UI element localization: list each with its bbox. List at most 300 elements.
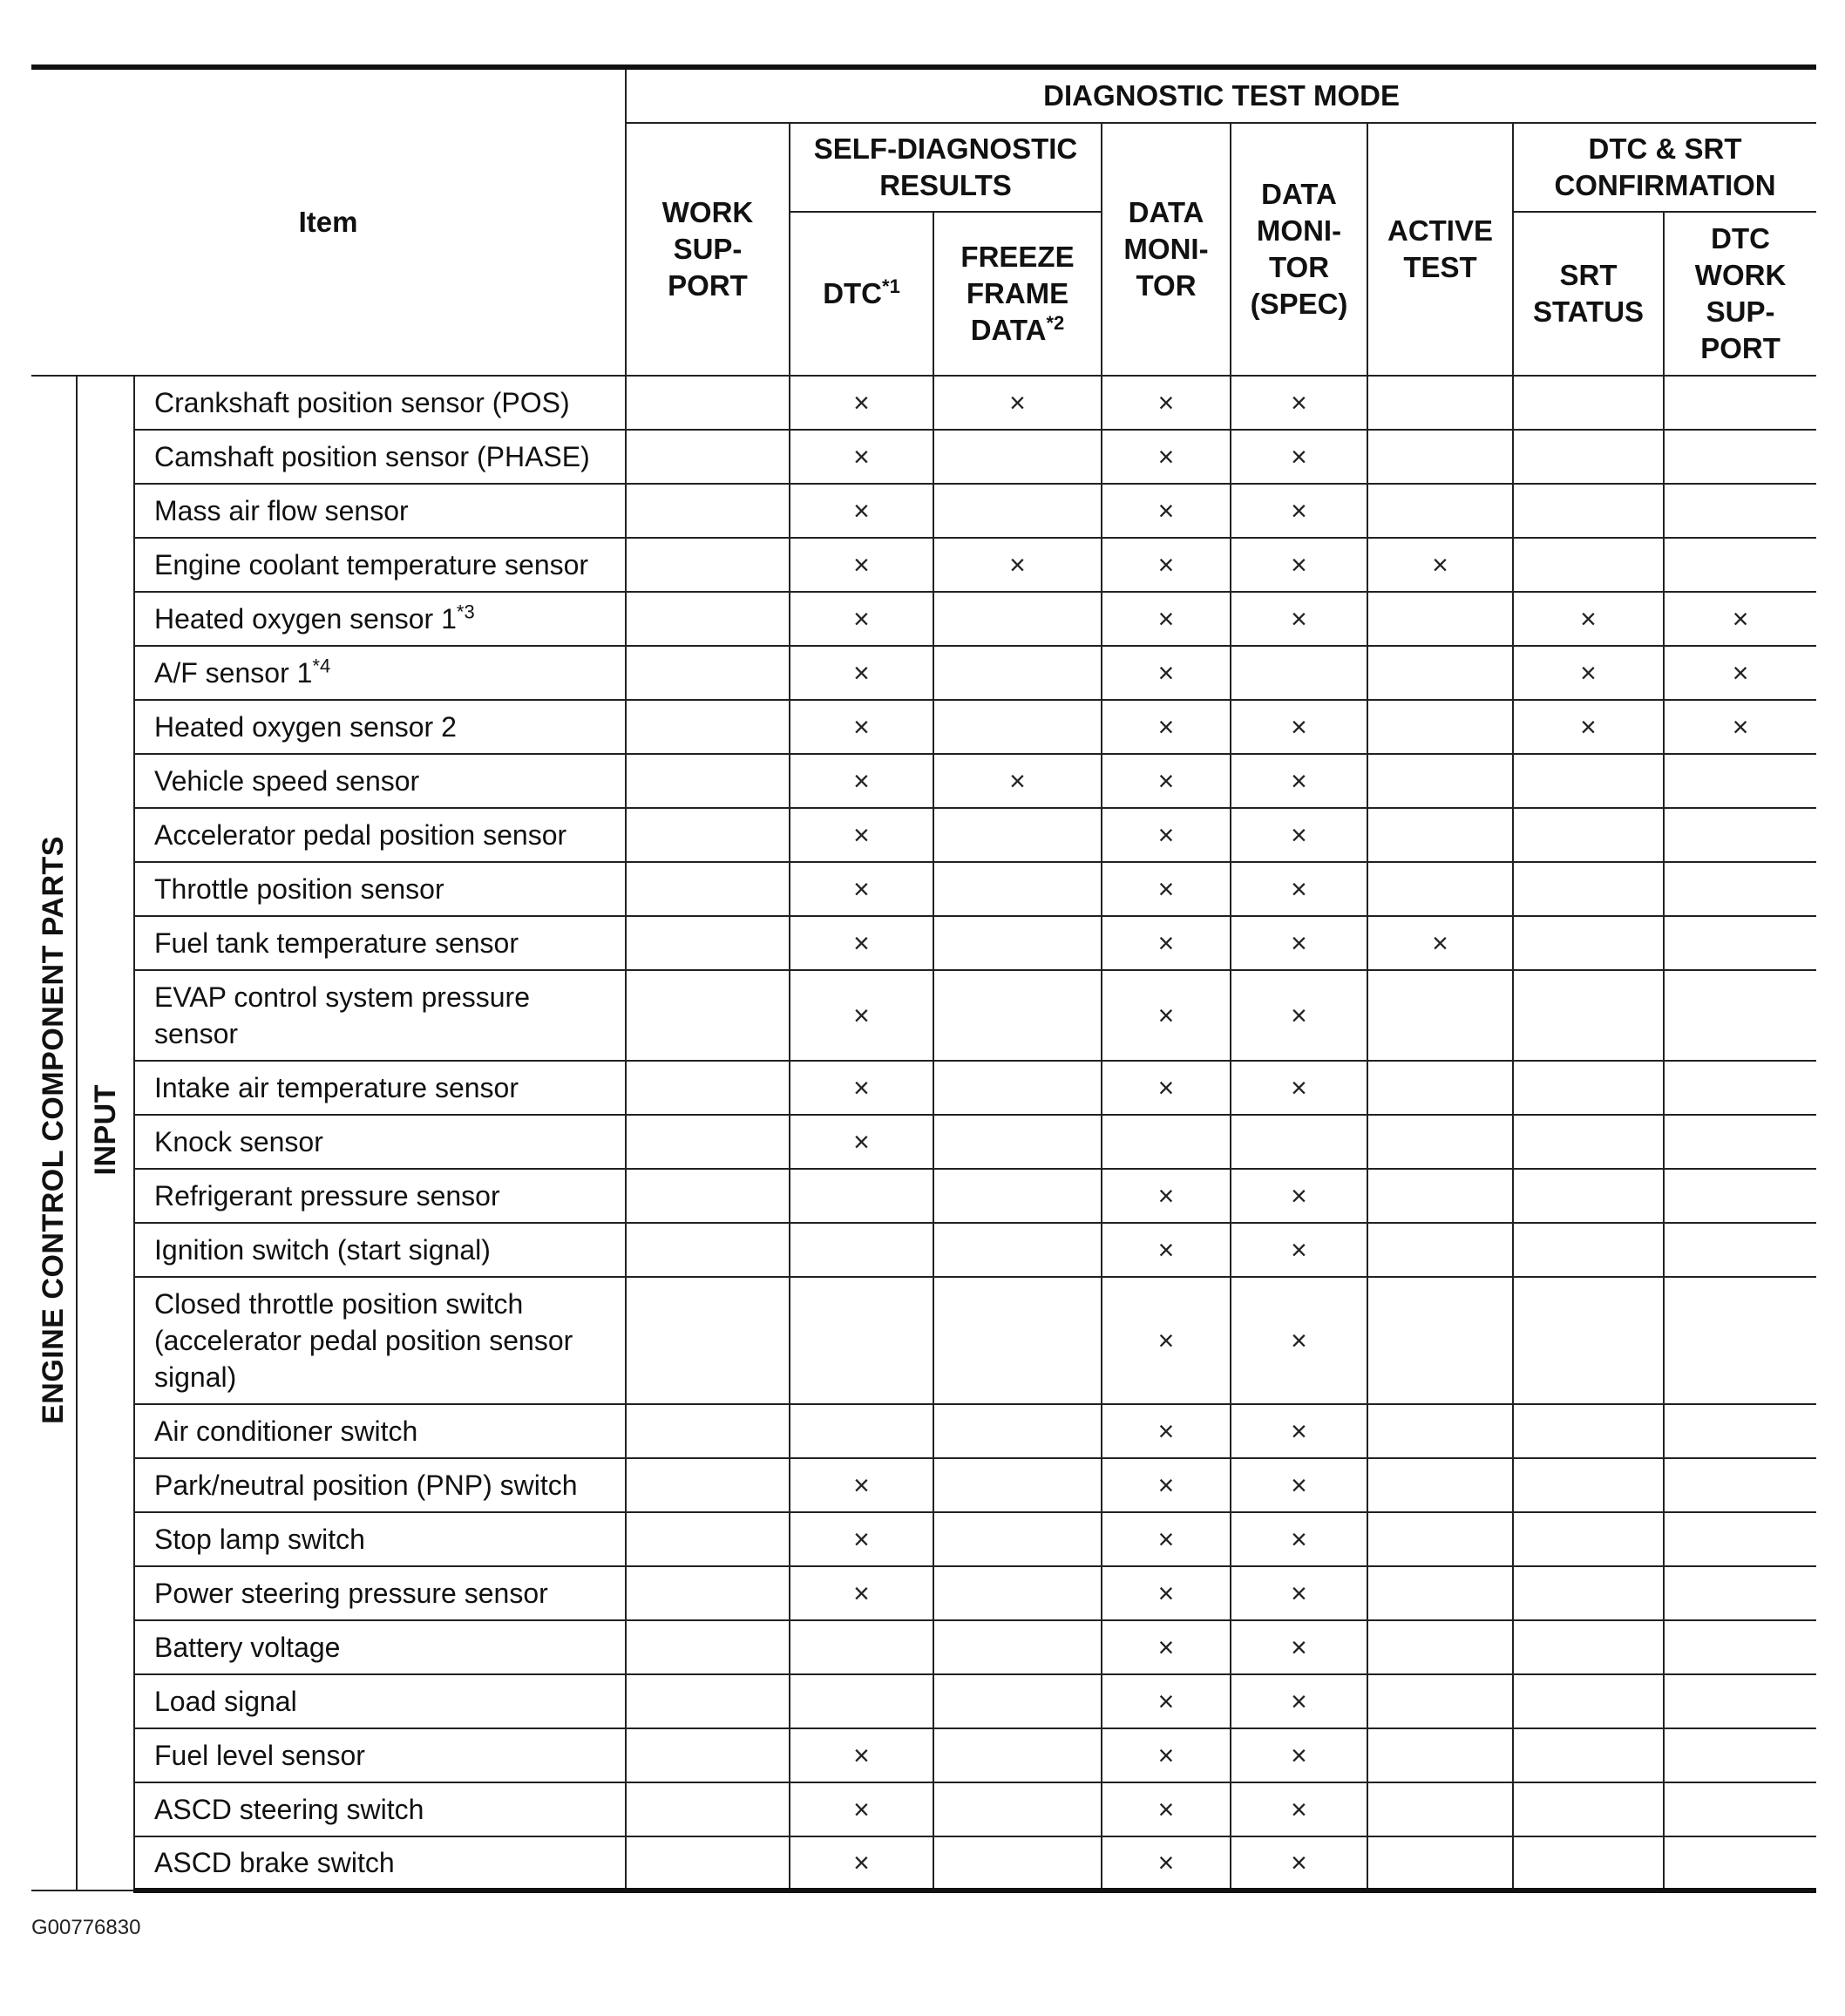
mark-cell-data-monitor (1102, 1620, 1231, 1674)
mark-cell-work-support (626, 970, 790, 1061)
mark-cell-data-monitor (1102, 1169, 1231, 1223)
mark-cell-data-monitor-spec (1231, 754, 1367, 808)
mark-cell-dtc-work-support (1664, 1404, 1816, 1458)
mark-cell-dtc (790, 484, 933, 538)
dtc-header: DTC$^{*1}$ (790, 212, 933, 376)
applicable-mark-icon: × (1157, 548, 1175, 580)
item-cell (134, 538, 626, 592)
mark-cell-freeze-frame (933, 1512, 1102, 1566)
mark-cell-srt-status (1513, 646, 1664, 700)
mark-cell-dtc (790, 1674, 933, 1728)
applicable-mark-icon: × (853, 1793, 870, 1825)
mark-cell-active-test (1367, 808, 1513, 862)
mark-cell-dtc-work-support (1664, 808, 1816, 862)
applicable-mark-icon: × (1432, 548, 1448, 580)
mark-cell-active-test (1367, 1566, 1513, 1620)
applicable-mark-icon: × (853, 1739, 870, 1771)
mark-cell-srt-status (1513, 1404, 1664, 1458)
mark-cell-data-monitor-spec (1231, 592, 1367, 646)
item-cell (134, 754, 626, 808)
mark-cell-data-monitor-spec (1231, 700, 1367, 754)
applicable-mark-icon: × (1291, 1523, 1307, 1555)
mark-cell-dtc-work-support (1664, 592, 1816, 646)
mark-cell-data-monitor-spec (1231, 1674, 1367, 1728)
applicable-mark-icon: × (1157, 927, 1175, 959)
mark-cell-data-monitor-spec (1231, 1115, 1367, 1169)
mark-cell-srt-status (1513, 1115, 1664, 1169)
mark-cell-work-support (626, 1566, 790, 1620)
mark-cell-data-monitor-spec (1231, 484, 1367, 538)
applicable-mark-icon: × (853, 872, 870, 905)
mark-cell-freeze-frame (933, 592, 1102, 646)
mark-cell-data-monitor-spec (1231, 970, 1367, 1061)
item-label: Power steering pressure sensor (154, 1578, 548, 1609)
mark-cell-dtc (790, 1277, 933, 1404)
mark-cell-dtc-work-support (1664, 700, 1816, 754)
applicable-mark-icon: × (1291, 1324, 1307, 1356)
applicable-mark-icon: × (853, 710, 870, 743)
mark-cell-data-monitor (1102, 970, 1231, 1061)
work-support-header: WORK SUP- PORT (626, 123, 790, 376)
applicable-mark-icon: × (1157, 1179, 1175, 1212)
item-cell (134, 1169, 626, 1223)
applicable-mark-icon: × (1157, 1324, 1175, 1356)
mark-cell-srt-status (1513, 1169, 1664, 1223)
item-cell (134, 1458, 626, 1512)
mark-cell-srt-status (1513, 1061, 1664, 1115)
mark-cell-freeze-frame (933, 1674, 1102, 1728)
mark-cell-srt-status (1513, 1782, 1664, 1836)
item-label: Battery voltage (154, 1632, 341, 1663)
applicable-mark-icon: × (1291, 764, 1307, 797)
applicable-mark-icon: × (1291, 548, 1307, 580)
applicable-mark-icon: × (1291, 1179, 1307, 1212)
mark-cell-data-monitor-spec (1231, 1169, 1367, 1223)
mark-cell-dtc-work-support (1664, 1169, 1816, 1223)
applicable-mark-icon: × (1291, 494, 1307, 526)
mark-cell-dtc-work-support (1664, 484, 1816, 538)
mark-cell-data-monitor (1102, 754, 1231, 808)
mark-cell-data-monitor (1102, 484, 1231, 538)
mark-cell-work-support (626, 1674, 790, 1728)
applicable-mark-icon: × (1291, 1577, 1307, 1609)
mark-cell-work-support (626, 646, 790, 700)
mark-cell-dtc (790, 430, 933, 484)
applicable-mark-icon: × (1732, 656, 1749, 689)
applicable-mark-icon: × (853, 602, 870, 635)
item-label: Throttle position sensor (154, 873, 444, 905)
table-row (31, 1115, 1816, 1169)
item-cell (134, 592, 626, 646)
item-cell (134, 1836, 626, 1890)
mark-cell-data-monitor (1102, 1061, 1231, 1115)
item-label: Mass air flow sensor (154, 495, 409, 526)
mark-cell-freeze-frame (933, 1782, 1102, 1836)
item-label: Crankshaft position sensor (POS) (154, 387, 570, 418)
mark-cell-data-monitor-spec (1231, 376, 1367, 430)
item-label: Heated oxygen sensor 2 (154, 711, 457, 743)
data-monitor-spec-header: DATA MONI- TOR (SPEC) (1231, 123, 1367, 376)
mark-cell-work-support (626, 1115, 790, 1169)
table-row (31, 1566, 1816, 1620)
applicable-mark-icon: × (1157, 710, 1175, 743)
mark-cell-dtc (790, 1061, 933, 1115)
mark-cell-dtc-work-support (1664, 1115, 1816, 1169)
mark-cell-dtc-work-support (1664, 1728, 1816, 1782)
mark-cell-work-support (626, 376, 790, 430)
mark-cell-freeze-frame (933, 430, 1102, 484)
diagnostic-test-mode-table (31, 64, 1816, 1893)
table-row (31, 1620, 1816, 1674)
item-cell (134, 1566, 626, 1620)
table-row (31, 862, 1816, 916)
dtc-work-support-header: DTC WORK SUP- PORT (1664, 212, 1816, 376)
freeze-frame-footnote-mark: *2 (1046, 312, 1065, 334)
mark-cell-work-support (626, 1404, 790, 1458)
applicable-mark-icon: × (1732, 710, 1749, 743)
item-footnote-mark: *4 (312, 655, 331, 677)
mark-cell-srt-status (1513, 1728, 1664, 1782)
applicable-mark-icon: × (1157, 386, 1175, 418)
applicable-mark-icon: × (1157, 764, 1175, 797)
mark-cell-dtc (790, 1782, 933, 1836)
item-cell (134, 1115, 626, 1169)
mark-cell-active-test (1367, 1782, 1513, 1836)
item-label: EVAP control system pressure sensor (154, 981, 530, 1049)
mark-cell-dtc (790, 970, 933, 1061)
table-row (31, 1512, 1816, 1566)
mark-cell-srt-status (1513, 1512, 1664, 1566)
mark-cell-freeze-frame (933, 754, 1102, 808)
applicable-mark-icon: × (1157, 1631, 1175, 1663)
mark-cell-dtc-work-support (1664, 970, 1816, 1061)
mark-cell-dtc (790, 1115, 933, 1169)
mark-cell-active-test (1367, 1277, 1513, 1404)
mark-cell-dtc (790, 808, 933, 862)
mark-cell-work-support (626, 1458, 790, 1512)
mark-cell-active-test (1367, 592, 1513, 646)
mark-cell-freeze-frame (933, 376, 1102, 430)
mark-cell-work-support (626, 1728, 790, 1782)
dtc-footnote-mark: *1 (882, 275, 900, 297)
applicable-mark-icon: × (1157, 1523, 1175, 1555)
mark-cell-freeze-frame (933, 1115, 1102, 1169)
mark-cell-srt-status (1513, 1674, 1664, 1728)
table-row (31, 376, 1816, 430)
item-cell (134, 1620, 626, 1674)
mark-cell-dtc-work-support (1664, 1277, 1816, 1404)
item-label: Accelerator pedal position sensor (154, 819, 567, 851)
item-cell (134, 1277, 626, 1404)
dtc-srt-confirmation-header: DTC & SRT CONFIRMATION (1513, 123, 1816, 212)
mark-cell-work-support (626, 1782, 790, 1836)
mark-cell-srt-status (1513, 970, 1664, 1061)
mark-cell-work-support (626, 916, 790, 970)
applicable-mark-icon: × (1432, 927, 1448, 959)
applicable-mark-icon: × (1157, 1685, 1175, 1717)
table-row (31, 646, 1816, 700)
mark-cell-active-test (1367, 1674, 1513, 1728)
mark-cell-dtc (790, 1836, 933, 1890)
item-cell (134, 1512, 626, 1566)
applicable-mark-icon: × (1157, 1577, 1175, 1609)
mark-cell-work-support (626, 1620, 790, 1674)
mark-cell-dtc-work-support (1664, 1674, 1816, 1728)
item-label: Refrigerant pressure sensor (154, 1180, 500, 1212)
mark-cell-work-support (626, 1061, 790, 1115)
mark-cell-active-test (1367, 1169, 1513, 1223)
mark-cell-freeze-frame (933, 1458, 1102, 1512)
applicable-mark-icon: × (1580, 710, 1597, 743)
mark-cell-srt-status (1513, 808, 1664, 862)
mark-cell-data-monitor (1102, 1728, 1231, 1782)
item-label: Park/neutral position (PNP) switch (154, 1470, 578, 1501)
mark-cell-dtc-work-support (1664, 1836, 1816, 1890)
mark-cell-dtc (790, 1512, 933, 1566)
applicable-mark-icon: × (1157, 1071, 1175, 1103)
applicable-mark-icon: × (1291, 999, 1307, 1031)
mark-cell-data-monitor-spec (1231, 1512, 1367, 1566)
mark-cell-dtc-work-support (1664, 376, 1816, 430)
item-label: Closed throttle position switch (accelerator pedal position sensor signal) (154, 1288, 573, 1393)
mark-cell-data-monitor (1102, 1512, 1231, 1566)
applicable-mark-icon: × (1157, 999, 1175, 1031)
mark-cell-dtc (790, 1728, 933, 1782)
table-row (31, 430, 1816, 484)
table-row (31, 1277, 1816, 1404)
applicable-mark-icon: × (1291, 1415, 1307, 1447)
mark-cell-dtc (790, 376, 933, 430)
applicable-mark-icon: × (1009, 386, 1026, 418)
mark-cell-freeze-frame (933, 1223, 1102, 1277)
mark-cell-active-test (1367, 1115, 1513, 1169)
item-cell (134, 1728, 626, 1782)
mark-cell-active-test (1367, 916, 1513, 970)
mark-cell-data-monitor (1102, 1277, 1231, 1404)
mark-cell-data-monitor-spec (1231, 1061, 1367, 1115)
item-cell (134, 1674, 626, 1728)
table-row (31, 1061, 1816, 1115)
item-label: Stop lamp switch (154, 1524, 365, 1555)
mark-cell-dtc-work-support (1664, 430, 1816, 484)
mark-cell-active-test (1367, 1512, 1513, 1566)
mark-cell-srt-status (1513, 700, 1664, 754)
mark-cell-dtc-work-support (1664, 916, 1816, 970)
mark-cell-data-monitor-spec (1231, 1836, 1367, 1890)
applicable-mark-icon: × (1157, 494, 1175, 526)
mark-cell-data-monitor-spec (1231, 538, 1367, 592)
applicable-mark-icon: × (1291, 1631, 1307, 1663)
applicable-mark-icon: × (1291, 1071, 1307, 1103)
item-label: Ignition switch (start signal) (154, 1234, 491, 1266)
mark-cell-data-monitor-spec (1231, 1404, 1367, 1458)
mark-cell-data-monitor (1102, 1836, 1231, 1890)
mark-cell-data-monitor (1102, 376, 1231, 430)
table-row (31, 1674, 1816, 1728)
mark-cell-work-support (626, 808, 790, 862)
mark-cell-active-test (1367, 700, 1513, 754)
mark-cell-work-support (626, 700, 790, 754)
mark-cell-active-test (1367, 538, 1513, 592)
applicable-mark-icon: × (853, 818, 870, 851)
mark-cell-freeze-frame (933, 1566, 1102, 1620)
item-cell (134, 1404, 626, 1458)
mark-cell-data-monitor-spec (1231, 1728, 1367, 1782)
mark-cell-freeze-frame (933, 808, 1102, 862)
table-row (31, 1782, 1816, 1836)
item-label: Air conditioner switch (154, 1415, 418, 1447)
table-row (31, 808, 1816, 862)
mark-cell-srt-status (1513, 484, 1664, 538)
applicable-mark-icon: × (1291, 872, 1307, 905)
table-row (31, 754, 1816, 808)
mark-cell-active-test (1367, 1836, 1513, 1890)
mark-cell-work-support (626, 1836, 790, 1890)
self-diagnostic-results-header: SELF-DIAGNOSTIC RESULTS (790, 123, 1102, 212)
mark-cell-work-support (626, 1169, 790, 1223)
applicable-mark-icon: × (853, 764, 870, 797)
applicable-mark-icon: × (853, 1125, 870, 1157)
mark-cell-data-monitor-spec (1231, 1277, 1367, 1404)
mark-cell-active-test (1367, 1061, 1513, 1115)
table-row (31, 916, 1816, 970)
item-cell (134, 484, 626, 538)
item-label: Vehicle speed sensor (154, 765, 420, 797)
table-row (31, 1458, 1816, 1512)
mark-cell-freeze-frame (933, 1277, 1102, 1404)
applicable-mark-icon: × (1157, 656, 1175, 689)
mark-cell-data-monitor (1102, 1115, 1231, 1169)
item-label: Knock sensor (154, 1126, 323, 1157)
mark-cell-data-monitor (1102, 430, 1231, 484)
mark-cell-work-support (626, 754, 790, 808)
mark-cell-data-monitor (1102, 916, 1231, 970)
mark-cell-data-monitor (1102, 700, 1231, 754)
item-cell (134, 376, 626, 430)
mark-cell-data-monitor (1102, 538, 1231, 592)
mark-cell-active-test (1367, 376, 1513, 430)
mark-cell-active-test (1367, 1620, 1513, 1674)
table-row (31, 592, 1816, 646)
applicable-mark-icon: × (1157, 1469, 1175, 1501)
applicable-mark-icon: × (1157, 1739, 1175, 1771)
mark-cell-dtc-work-support (1664, 1566, 1816, 1620)
mark-cell-data-monitor-spec (1231, 1620, 1367, 1674)
item-cell (134, 646, 626, 700)
applicable-mark-icon: × (1157, 1233, 1175, 1266)
mark-cell-freeze-frame (933, 646, 1102, 700)
table-row (31, 538, 1816, 592)
subcategory-label: INPUT (88, 1083, 122, 1176)
data-monitor-header: DATA MONI- TOR (1102, 123, 1231, 376)
item-label: ASCD steering switch (154, 1794, 424, 1825)
mark-cell-data-monitor (1102, 1782, 1231, 1836)
mark-cell-freeze-frame (933, 538, 1102, 592)
applicable-mark-icon: × (1291, 1469, 1307, 1501)
mark-cell-dtc (790, 1566, 933, 1620)
applicable-mark-icon: × (1732, 602, 1749, 635)
applicable-mark-icon: × (1580, 602, 1597, 635)
mark-cell-dtc-work-support (1664, 1223, 1816, 1277)
applicable-mark-icon: × (1291, 602, 1307, 635)
mark-cell-dtc (790, 538, 933, 592)
mark-cell-data-monitor-spec (1231, 646, 1367, 700)
table-row (31, 1404, 1816, 1458)
item-label: Fuel level sensor (154, 1740, 365, 1771)
applicable-mark-icon: × (1580, 656, 1597, 689)
mark-cell-dtc (790, 700, 933, 754)
item-header: Item (31, 67, 626, 376)
mark-cell-data-monitor (1102, 1566, 1231, 1620)
item-label: Engine coolant temperature sensor (154, 549, 589, 580)
mark-cell-data-monitor (1102, 1404, 1231, 1458)
mark-cell-work-support (626, 592, 790, 646)
mark-cell-dtc (790, 592, 933, 646)
mark-cell-srt-status (1513, 862, 1664, 916)
mark-cell-freeze-frame (933, 1404, 1102, 1458)
mark-cell-dtc (790, 1223, 933, 1277)
table-row (31, 1836, 1816, 1890)
item-cell (134, 430, 626, 484)
applicable-mark-icon: × (853, 494, 870, 526)
applicable-mark-icon: × (1009, 764, 1026, 797)
mark-cell-srt-status (1513, 430, 1664, 484)
item-label: Intake air temperature sensor (154, 1072, 519, 1103)
applicable-mark-icon: × (853, 1469, 870, 1501)
mark-cell-freeze-frame (933, 1620, 1102, 1674)
mark-cell-data-monitor-spec (1231, 430, 1367, 484)
mark-cell-dtc-work-support (1664, 1782, 1816, 1836)
applicable-mark-icon: × (853, 1846, 870, 1878)
item-label: Load signal (154, 1686, 297, 1717)
mark-cell-srt-status (1513, 538, 1664, 592)
applicable-mark-icon: × (1291, 1233, 1307, 1266)
mark-cell-dtc-work-support (1664, 538, 1816, 592)
mark-cell-active-test (1367, 862, 1513, 916)
mark-cell-data-monitor-spec (1231, 862, 1367, 916)
mark-cell-freeze-frame (933, 1061, 1102, 1115)
applicable-mark-icon: × (1157, 1415, 1175, 1447)
diagnostic-test-mode-header: DIAGNOSTIC TEST MODE (626, 67, 1816, 123)
mark-cell-dtc-work-support (1664, 1458, 1816, 1512)
srt-status-header: SRT STATUS (1513, 212, 1664, 376)
mark-cell-active-test (1367, 430, 1513, 484)
mark-cell-dtc (790, 646, 933, 700)
mark-cell-work-support (626, 430, 790, 484)
mark-cell-dtc (790, 862, 933, 916)
applicable-mark-icon: × (853, 386, 870, 418)
applicable-mark-icon: × (1157, 440, 1175, 472)
mark-cell-data-monitor (1102, 1458, 1231, 1512)
mark-cell-dtc-work-support (1664, 862, 1816, 916)
mark-cell-data-monitor-spec (1231, 1566, 1367, 1620)
mark-cell-data-monitor (1102, 808, 1231, 862)
mark-cell-freeze-frame (933, 1836, 1102, 1890)
item-cell (134, 808, 626, 862)
mark-cell-work-support (626, 484, 790, 538)
item-footnote-mark: *3 (456, 601, 475, 623)
mark-cell-srt-status (1513, 592, 1664, 646)
applicable-mark-icon: × (1157, 872, 1175, 905)
subcategory-cell (77, 376, 134, 1890)
table-row (31, 970, 1816, 1061)
applicable-mark-icon: × (853, 1523, 870, 1555)
table-row (31, 1169, 1816, 1223)
mark-cell-dtc (790, 754, 933, 808)
mark-cell-work-support (626, 862, 790, 916)
item-label: Heated oxygen sensor 1 (154, 603, 457, 635)
applicable-mark-icon: × (1009, 548, 1026, 580)
